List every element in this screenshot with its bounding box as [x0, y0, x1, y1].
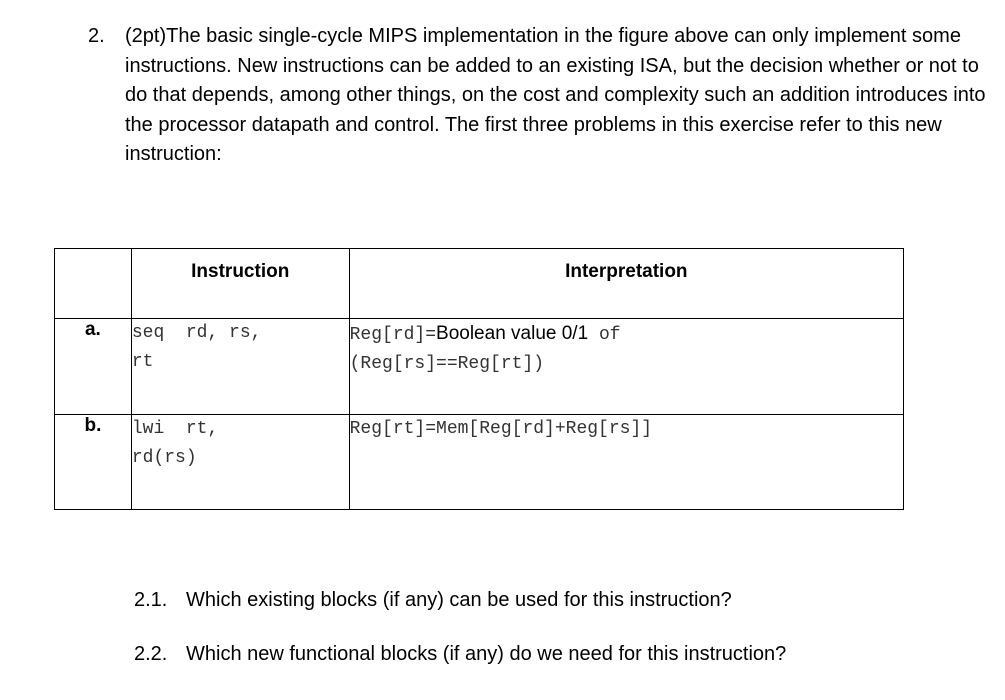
- question-text: Which existing blocks (if any) can be used for this instruction?: [186, 589, 732, 611]
- table-header-row: [55, 249, 904, 319]
- row-label: a.: [55, 319, 132, 415]
- instruction-table: [54, 248, 904, 510]
- instruction-line: seq rd, rs,: [131, 323, 262, 343]
- header-interpretation: Interpretation: [349, 249, 903, 319]
- header-instruction: Instruction: [131, 249, 349, 319]
- instruction-line: rd(rs): [131, 448, 197, 468]
- header-label-cell: [55, 249, 132, 319]
- table-row: [55, 415, 904, 510]
- interpretation-cell: [349, 415, 903, 510]
- interpretation-line: (Reg[rs]==Reg[rt]): [349, 354, 545, 374]
- question-number: 2.2.: [134, 643, 168, 665]
- interp-text: Boolean value 0/1: [436, 323, 589, 344]
- interpretation-line: [350, 319, 903, 350]
- problem-text: (2pt)The basic single-cycle MIPS implementation in the figure above can only implement some instructions. New instructions can be added to an existing ISA, but the decision whether or not to do that depends, among other things, on the cost and complexity such an addition introduces into the processor datapath and control. The first three problems in this exercise refer to this new instruction:: [125, 25, 986, 165]
- instruction-cell: [131, 319, 349, 415]
- problem-number: 2.: [88, 25, 105, 47]
- problem-statement: [88, 22, 993, 170]
- instruction-line: lwi rt,: [131, 419, 219, 439]
- interp-code: of: [588, 325, 621, 345]
- instruction-cell: [131, 415, 349, 510]
- question-number: 2.1.: [134, 589, 168, 611]
- interp-code: Reg[rd]=: [349, 325, 437, 345]
- row-label: b.: [55, 415, 132, 510]
- interpretation-line: Reg[rt]=Mem[Reg[rd]+Reg[rs]]: [349, 419, 653, 439]
- instruction-line: rt: [131, 352, 154, 372]
- question-text: Which new functional blocks (if any) do we need for this instruction?: [186, 643, 787, 665]
- interpretation-cell: [349, 319, 903, 415]
- table-row: [55, 319, 904, 415]
